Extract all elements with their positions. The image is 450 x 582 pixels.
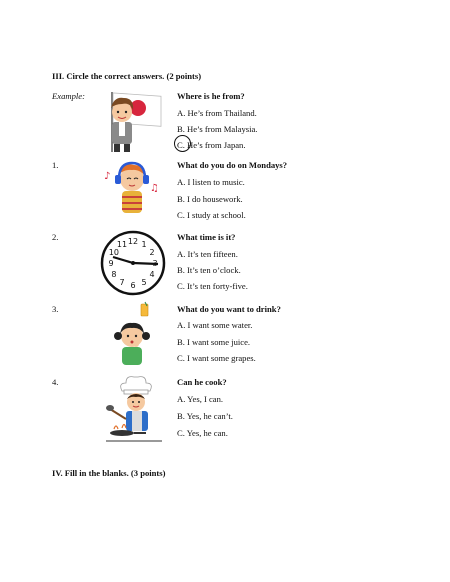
clock-numeral: 9: [108, 259, 114, 268]
boy-with-japan-flag-picture: [100, 86, 170, 154]
clock-numeral: 2: [149, 248, 155, 257]
svg-text:♫: ♫: [150, 183, 159, 194]
clock-numeral: 8: [111, 270, 117, 279]
example-label: Example:: [52, 91, 85, 101]
option-b[interactable]: B. It’s ten o’clock.: [177, 265, 241, 275]
clock-numeral: 12: [127, 237, 139, 246]
question-number: 3.: [52, 304, 59, 314]
svg-text:♪: ♪: [104, 171, 111, 182]
clock-picture: [100, 230, 166, 296]
option-c[interactable]: C. I study at school.: [177, 210, 246, 220]
option-c[interactable]: C. He’s from Japan.: [177, 140, 246, 150]
question-text: What time is it?: [177, 232, 236, 242]
clock-numeral: 11: [116, 239, 128, 249]
section-heading: IV. Fill in the blanks. (3 points): [52, 468, 166, 478]
question-number: 1.: [52, 160, 59, 170]
clock-numeral: 7: [119, 278, 125, 288]
option-a[interactable]: A. It’s ten fifteen.: [177, 249, 238, 259]
option-c[interactable]: C. Yes, he can.: [177, 428, 228, 438]
girl-thinking-juice-picture: [112, 302, 158, 368]
option-a[interactable]: A. I listen to music.: [177, 177, 245, 187]
clock-numeral: 5: [141, 278, 147, 288]
clock-numeral: 6: [130, 281, 136, 290]
boy-with-headphones-picture: [100, 157, 164, 221]
clock-numeral: 10: [108, 248, 119, 257]
question-text: Where is he from?: [177, 91, 245, 101]
question-text: What do you do on Mondays?: [177, 160, 288, 170]
option-b[interactable]: B. He’s from Malaysia.: [177, 124, 258, 134]
option-b[interactable]: B. Yes, he can’t.: [177, 411, 233, 421]
clock-numeral: 1: [141, 239, 147, 249]
question-number: 4.: [52, 377, 59, 387]
option-c[interactable]: C. It’s ten forty-five.: [177, 281, 248, 291]
option-c[interactable]: C. I want some grapes.: [177, 353, 256, 363]
answer-circle: [174, 135, 191, 152]
option-a[interactable]: A. I want some water.: [177, 320, 253, 330]
section-heading: III. Circle the correct answers. (2 points): [52, 71, 202, 81]
option-a[interactable]: A. He’s from Thailand.: [177, 108, 257, 118]
question-number: 2.: [52, 232, 59, 242]
boy-chef-cooking-picture: [102, 375, 168, 445]
option-b[interactable]: B. I want some juice.: [177, 337, 251, 347]
question-text: Can he cook?: [177, 377, 227, 387]
option-b[interactable]: B. I do housework.: [177, 194, 243, 204]
clock-numeral: 4: [149, 270, 155, 279]
question-text: What do you want to drink?: [177, 304, 281, 314]
option-a[interactable]: A. Yes, I can.: [177, 394, 224, 404]
